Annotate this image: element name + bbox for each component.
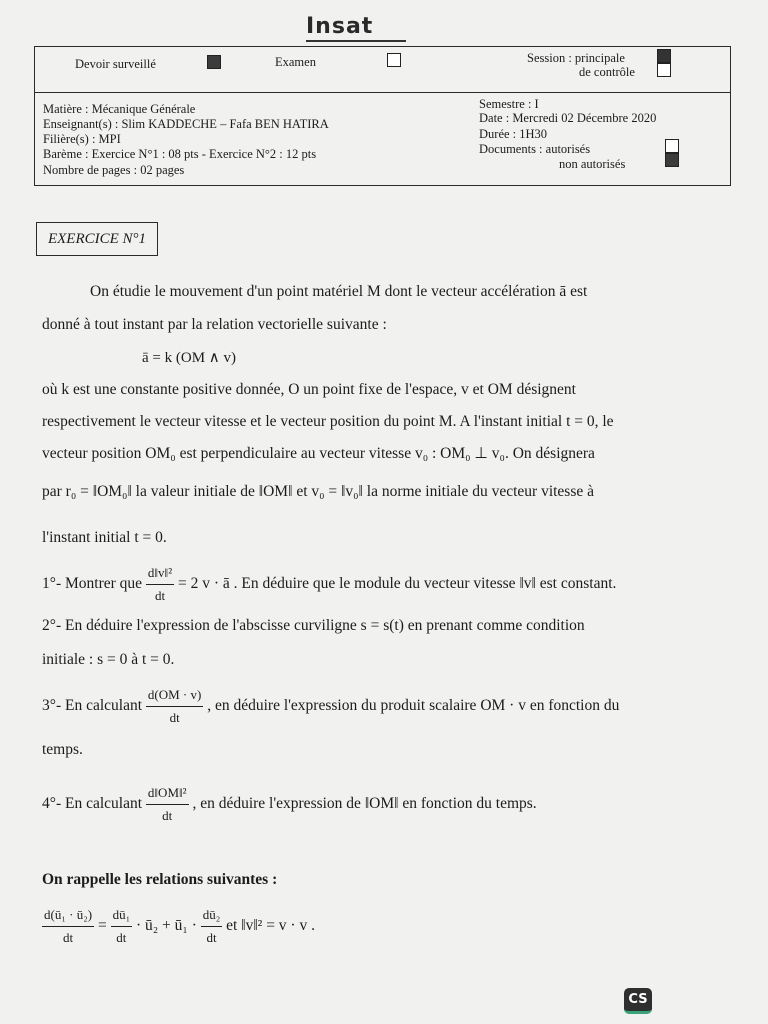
intro-line-2: donné à tout instant par la relation vectorielle suivante : xyxy=(42,316,387,333)
session-label: Session : principale xyxy=(527,51,625,65)
recall-equals: = xyxy=(97,917,107,935)
q1-denominator: dt xyxy=(154,588,166,603)
recall-fraction-3 xyxy=(201,904,223,949)
q3-fraction xyxy=(146,684,203,729)
def-line-4: par r₀ = ‖OM₀‖ la valeur initiale de ‖OM‖ et v₀ = ‖v₀‖ la norme initiale du vecteur vitesse à xyxy=(42,483,595,500)
def-line-5: l'instant initial t = 0. xyxy=(42,529,167,546)
q1-suffix: = 2 v · ā . En déduire que le module du vecteur vitesse ‖v‖ est constant. xyxy=(177,575,617,593)
recall-denominator-3: dt xyxy=(206,930,217,945)
controle-label: de contrôle xyxy=(579,65,635,79)
q1-prefix: 1°- Montrer que xyxy=(42,575,143,593)
recall-numerator-3: dū₂ xyxy=(201,904,223,927)
recall-denominator-1: dt xyxy=(62,930,74,945)
recall-denominator-2: dt xyxy=(116,930,127,945)
q3-numerator: d(OM · v) xyxy=(146,684,203,707)
question-4 xyxy=(42,782,707,827)
recall-end: et ‖v‖² = v · v . xyxy=(226,917,315,935)
documents-autorises-checkbox[interactable] xyxy=(665,139,679,153)
acceleration-equation: ā = k (OM ∧ v) xyxy=(142,350,237,366)
question-2-line-2: initiale : s = 0 à t = 0. xyxy=(42,651,175,668)
recall-numerator-1: d(ū₁ · ū₂) xyxy=(42,904,94,927)
examen-label: Examen xyxy=(275,55,316,69)
recall-relations xyxy=(42,904,707,949)
bareme-text: Barème : Exercice N°1 : 08 pts - Exercice N°2 : 12 pts xyxy=(43,147,317,161)
q1-fraction xyxy=(146,562,174,607)
matiere-text: Matière : Mécanique Générale xyxy=(43,102,196,116)
duree-text: Durée : 1H30 xyxy=(479,127,548,141)
date-text: Date : Mercredi 02 Décembre 2020 xyxy=(479,111,657,125)
q3-suffix: , en déduire l'expression du produit scalaire OM · v en fonction du xyxy=(207,697,620,715)
camscanner-badge-icon: CS xyxy=(624,988,652,1014)
question-2-line-1: 2°- En déduire l'expression de l'abscisse curviligne s = s(t) en prenant comme condition xyxy=(42,617,585,634)
documents-non-autorises-checkbox[interactable] xyxy=(665,153,679,167)
enseignants-text: Enseignant(s) : Slim KADDECHE – Fafa BEN HATIRA xyxy=(43,117,329,131)
recall-numerator-2: dū₁ xyxy=(111,904,133,927)
q4-denominator: dt xyxy=(162,808,173,823)
pages-text: Nombre de pages : 02 pages xyxy=(43,163,185,177)
insat-logo: Insat xyxy=(306,14,374,39)
def-line-3: vecteur position OM₀ est perpendiculaire au vecteur vitesse v₀ : OM₀ ⊥ v₀. On désignera xyxy=(42,445,595,462)
def-line-2: respectivement le vecteur vitesse et le vecteur position du point M. A l'instant initial t = 0, le xyxy=(42,413,614,430)
session-controle-checkbox[interactable] xyxy=(657,63,671,77)
exam-header xyxy=(34,46,731,186)
documents-text: Documents : autorisés xyxy=(479,142,591,156)
q3-denominator: dt xyxy=(169,710,180,725)
recall-middle: · ū₂ + ū₁ · xyxy=(135,917,197,935)
question-3 xyxy=(42,684,707,729)
question-1 xyxy=(42,562,707,607)
def-line-1: où k est une constante positive donnée, O un point fixe de l'espace, v et OM désignent xyxy=(42,381,576,398)
recall-title: On rappelle les relations suivantes : xyxy=(42,871,278,888)
header-divider xyxy=(35,92,730,93)
non-autorises-text: non autorisés xyxy=(559,157,626,171)
q4-numerator: d‖OM‖² xyxy=(146,782,189,805)
q3-prefix: 3°- En calculant xyxy=(42,697,143,715)
devoir-checkbox[interactable] xyxy=(207,55,221,69)
logo-underline xyxy=(306,40,406,42)
recall-fraction-1 xyxy=(42,904,94,949)
filiere-text: Filière(s) : MPI xyxy=(43,132,121,146)
q4-fraction xyxy=(146,782,189,827)
q4-suffix: , en déduire l'expression de ‖OM‖ en fonction du temps. xyxy=(192,795,537,813)
examen-checkbox[interactable] xyxy=(387,53,401,67)
intro-line-1: On étudie le mouvement d'un point matériel M dont le vecteur accélération ā est xyxy=(90,283,588,300)
semestre-text: Semestre : I xyxy=(479,97,539,111)
recall-fraction-2 xyxy=(111,904,133,949)
q1-numerator: d‖v‖² xyxy=(146,562,174,585)
question-3-line-2: temps. xyxy=(42,741,83,758)
exercise-title: EXERCICE N°1 xyxy=(36,222,158,256)
session-principale-checkbox[interactable] xyxy=(657,49,671,63)
q4-prefix: 4°- En calculant xyxy=(42,795,143,813)
devoir-label: Devoir surveillé xyxy=(75,57,156,71)
